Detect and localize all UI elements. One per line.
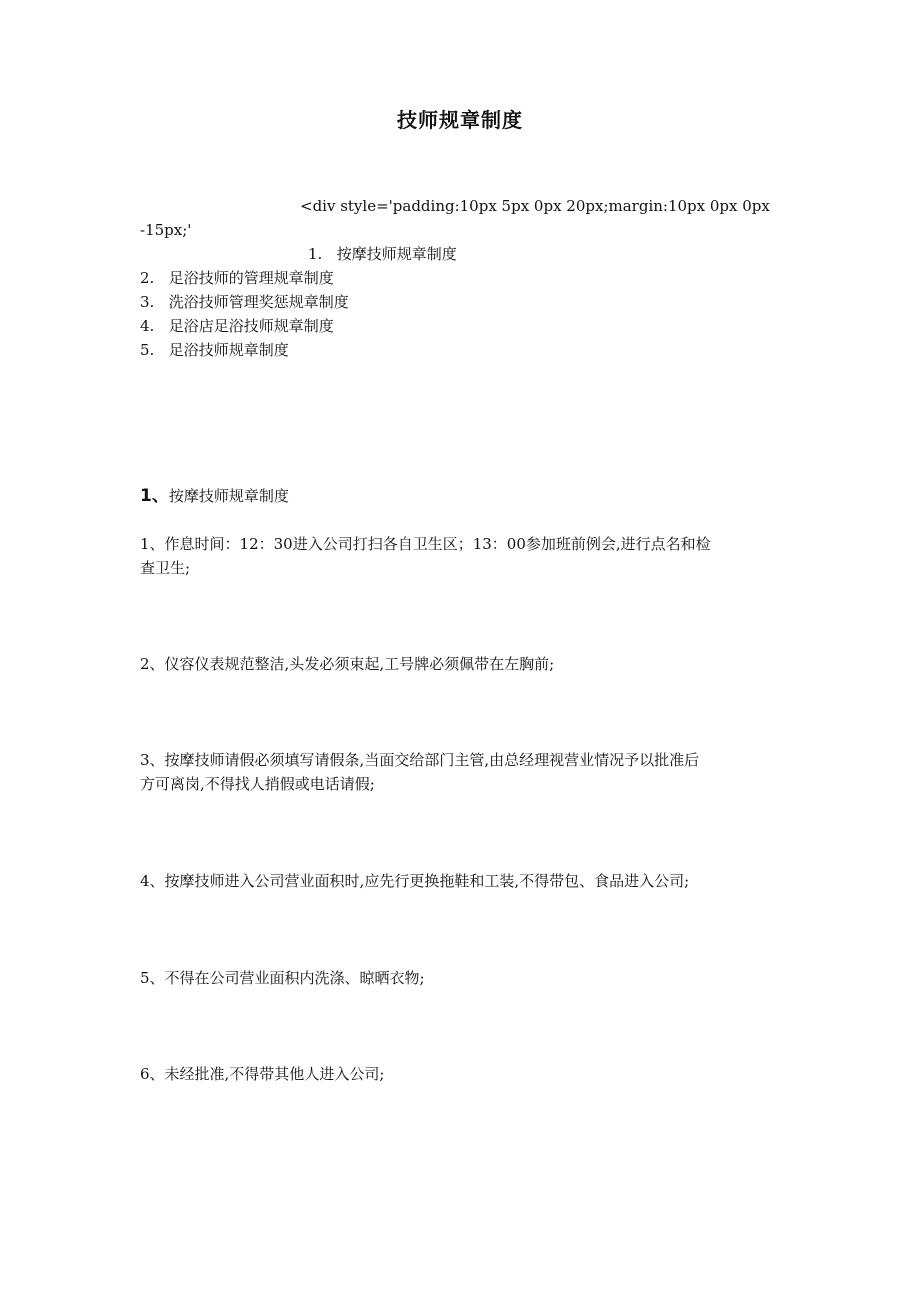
rule-paragraph-6 xyxy=(140,1062,790,1086)
toc-item-number: 1. xyxy=(308,245,323,263)
rule-paragraph-2 xyxy=(140,652,790,676)
rule-paragraph-4 xyxy=(140,869,790,893)
toc-item-number: 5. xyxy=(140,341,155,359)
section-number: 1、 xyxy=(140,486,169,506)
toc-item-label: 足浴店足浴技师规章制度 xyxy=(168,317,334,335)
code-text-line-2: -15px;' xyxy=(140,221,192,239)
rule-paragraph-1 xyxy=(140,532,790,580)
toc-item-2 xyxy=(140,266,334,290)
rule-paragraph-line: 1、作息时间：12：30进入公司打扫各自卫生区；13：00参加班前例会,进行点名和检 xyxy=(140,535,711,553)
rule-paragraph-line: 3、按摩技师请假必须填写请假条,当面交给部门主管,由总经理视营业情况予以批准后 xyxy=(140,751,700,769)
section-heading xyxy=(140,484,289,508)
toc-item-1 xyxy=(308,242,457,266)
toc-item-label: 足浴技师的管理规章制度 xyxy=(168,269,334,287)
section-title: 按摩技师规章制度 xyxy=(168,487,289,505)
toc-item-label: 足浴技师规章制度 xyxy=(168,341,289,359)
document-title: 技师规章制度 xyxy=(397,108,523,132)
toc-item-4 xyxy=(140,314,334,338)
toc-item-5 xyxy=(140,338,289,362)
toc-item-number: 2. xyxy=(140,269,155,287)
code-text-line-1: <div style='padding:10px 5px 0px 20px;margin:10px 0px 0px xyxy=(300,197,770,215)
rule-paragraph-line: 4、按摩技师进入公司营业面积时,应先行更换拖鞋和工装,不得带包、食品进入公司; xyxy=(140,872,690,890)
rule-paragraph-line: 6、未经批准,不得带其他人进入公司; xyxy=(140,1065,385,1083)
toc-item-3 xyxy=(140,290,349,314)
toc-item-number: 3. xyxy=(140,293,155,311)
rule-paragraph-5 xyxy=(140,966,790,990)
rule-paragraph-3 xyxy=(140,748,790,796)
toc-item-label: 洗浴技师管理奖惩规章制度 xyxy=(168,293,349,311)
toc-item-label: 按摩技师规章制度 xyxy=(336,245,457,263)
rule-paragraph-line: 2、仪容仪表规范整洁,头发必须束起,工号牌必须佩带在左胸前; xyxy=(140,655,555,673)
toc-item-number: 4. xyxy=(140,317,155,335)
rule-paragraph-line: 方可离岗,不得找人捎假或电话请假; xyxy=(140,775,375,793)
rule-paragraph-line: 查卫生; xyxy=(140,559,191,577)
rule-paragraph-line: 5、不得在公司营业面积内洗涤、晾晒衣物; xyxy=(140,969,425,987)
